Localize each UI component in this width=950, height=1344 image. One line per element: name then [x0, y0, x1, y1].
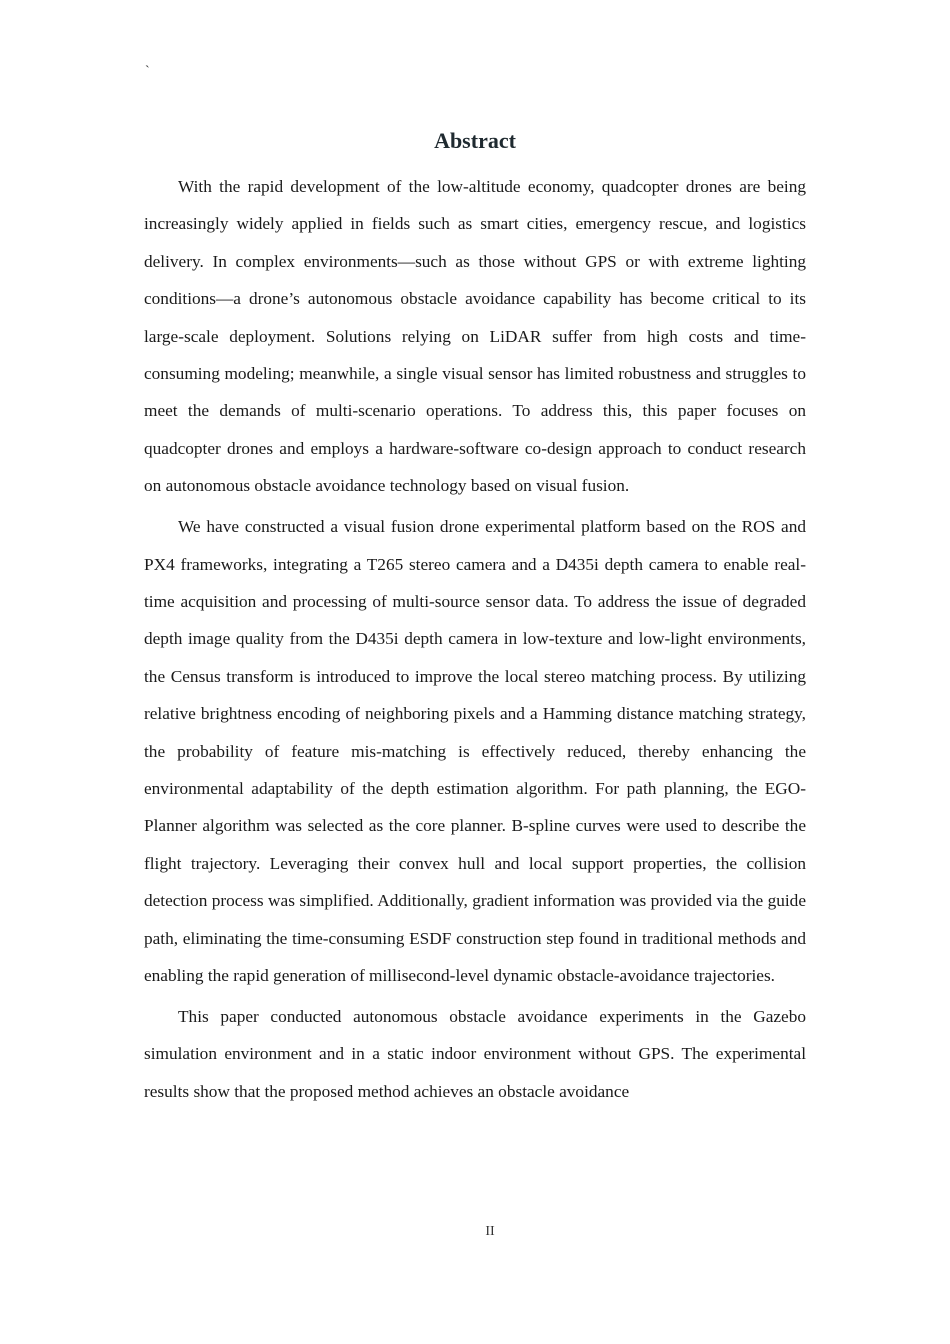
abstract-body [144, 168, 806, 1114]
page-title: Abstract [434, 128, 516, 153]
paragraph-3: This paper conducted autonomous obstacle avoidance experiments in the Gazebo simulation environment and in a static indoor environment without GPS. The experimental results show that the proposed method achieves an obstacle avoidance [144, 1006, 806, 1101]
page-number: II [485, 1224, 495, 1239]
header-mark: ` [145, 64, 150, 79]
paragraph-2: We have constructed a visual fusion drone experimental platform based on the ROS and PX4 frameworks, integrating a T265 stereo camera and a D435i depth camera to enable real-time acquisition and processing of multi-source sensor data. To address the issue of degraded depth image quality from the D435i depth camera in low-texture and low-light environments, the Census transform is introduced to improve the local stereo matching process. By utilizing relative brightness encoding of neighboring pixels and a Hamming distance matching strategy, the probability of feature mis-matching is effectively reduced, thereby enhancing the environmental adaptability of the depth estimation algorithm. For path planning, the EGO-Planner algorithm was selected as the core planner. B-spline curves were used to describe the flight trajectory. Leveraging their convex hull and local support properties, the collision detection process was simplified. Additionally, gradient information was provided via the guide path, eliminating the time-consuming ESDF construction step found in traditional methods and enabling the rapid generation of millisecond-level dynamic obstacle-avoidance trajectories. [144, 517, 806, 986]
paragraph-1: With the rapid development of the low-altitude economy, quadcopter drones are being increasingly widely applied in fields such as smart cities, emergency rescue, and logistics delivery. In complex environments—such as those without GPS or with extreme lighting conditions—a drone’s autonomous obstacle avoidance capability has become critical to its large-scale deployment. Solutions relying on LiDAR suffer from high costs and time-consuming modeling; meanwhile, a single visual sensor has limited robustness and struggles to meet the demands of multi-scenario operations. To address this, this paper focuses on quadcopter drones and employs a hardware-software co-design approach to conduct research on autonomous obstacle avoidance technology based on visual fusion. [144, 177, 806, 496]
